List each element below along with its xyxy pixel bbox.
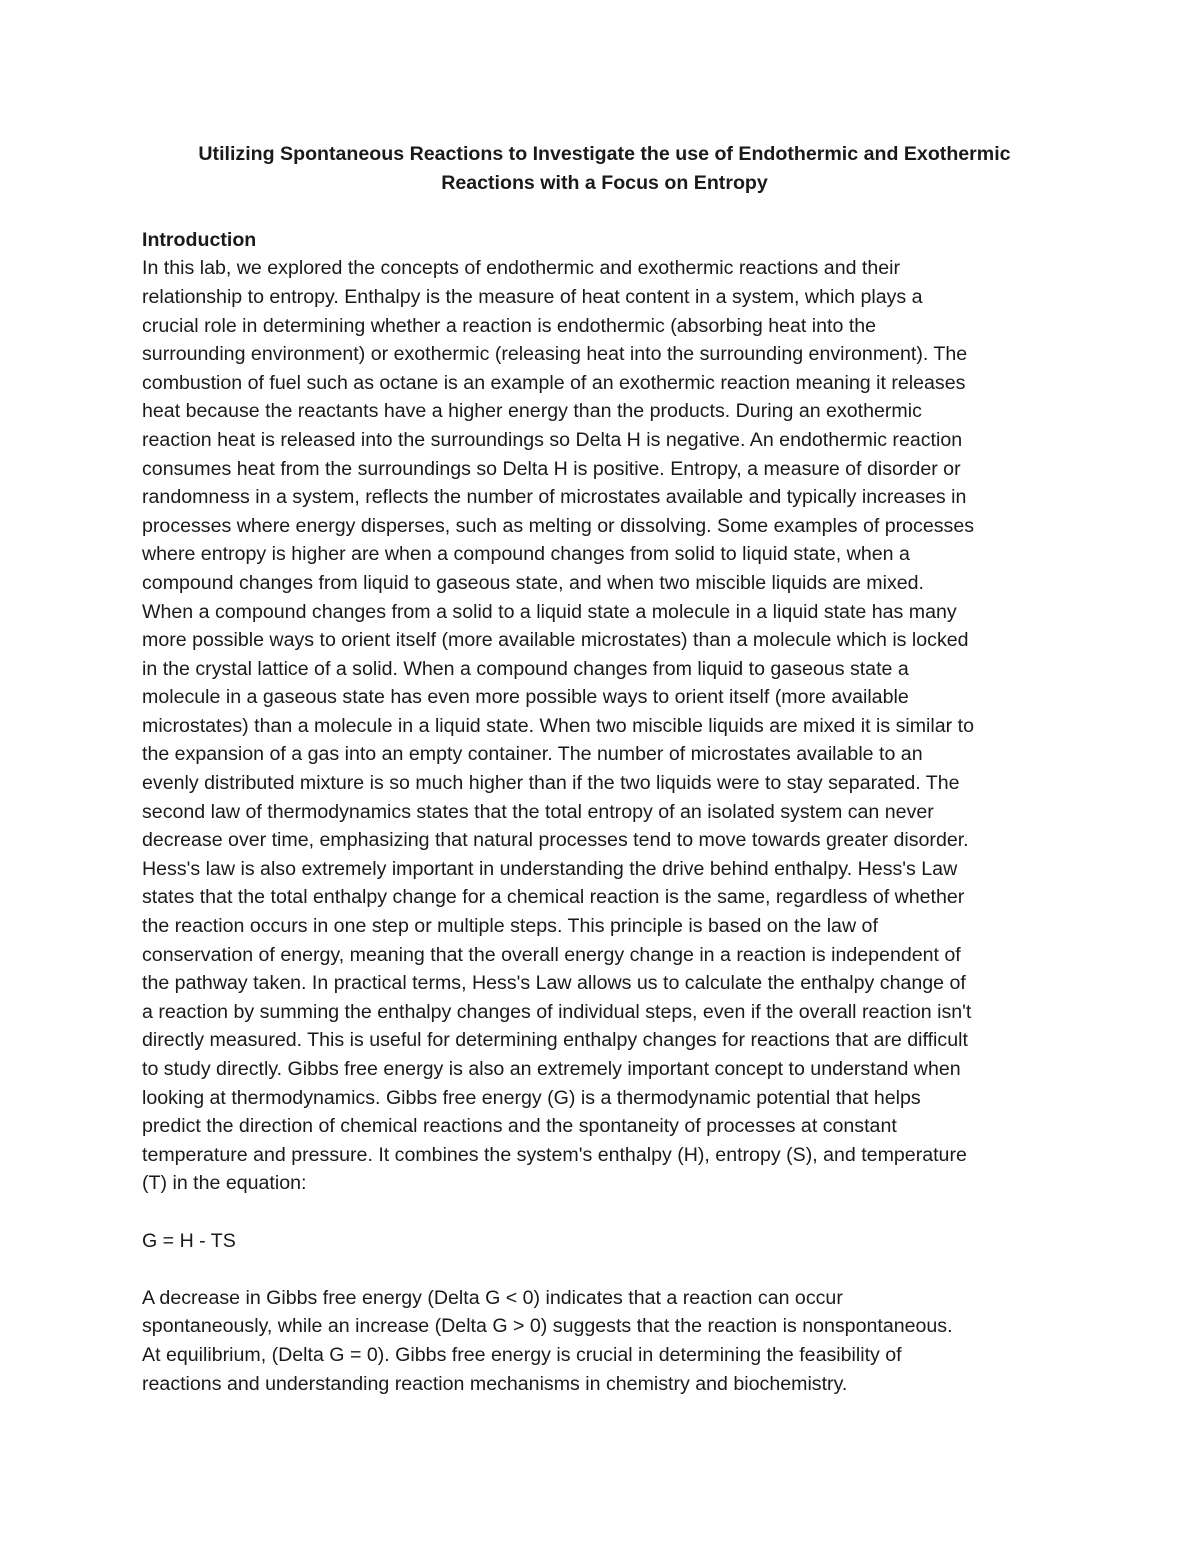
text-line: reactions and understanding reaction mechanisms in chemistry and biochemistry. — [142, 1372, 848, 1395]
text-line: the pathway taken. In practical terms, Hess's Law allows us to calculate the enthalpy change of — [142, 972, 966, 995]
text-line: When a compound changes from a solid to a liquid state a molecule in a liquid state has many — [142, 600, 957, 623]
text-line: processes where energy disperses, such as melting or dissolving. Some examples of processes — [142, 514, 975, 537]
text-line: states that the total enthalpy change for a chemical reaction is the same, regardless of whether — [142, 886, 965, 909]
document-title-line-2: Reactions with a Focus on Entropy — [441, 171, 768, 194]
text-line: Hess's law is also extremely important in understanding the drive behind enthalpy. Hess's Law — [142, 857, 958, 880]
text-line: spontaneously, while an increase (Delta G > 0) suggests that the reaction is nonspontaneous. — [142, 1315, 953, 1338]
text-line: temperature and pressure. It combines the system's enthalpy (H), entropy (S), and temperature — [142, 1143, 967, 1166]
text-line: the expansion of a gas into an empty container. The number of microstates available to an — [142, 743, 923, 766]
text-line: relationship to entropy. Enthalpy is the measure of heat content in a system, which plays a — [142, 285, 923, 308]
equation-spacer-top — [142, 1198, 1067, 1227]
equation-spacer-bottom — [142, 1255, 1067, 1284]
text-line: second law of thermodynamics states that the total entropy of an isolated system can never — [142, 800, 934, 823]
text-line: looking at thermodynamics. Gibbs free energy (G) is a thermodynamic potential that helps — [142, 1086, 921, 1109]
document-title — [142, 140, 1067, 197]
section-heading-introduction: Introduction — [142, 228, 257, 251]
text-line: where entropy is higher are when a compound changes from solid to liquid state, when a — [142, 543, 910, 566]
text-line: a reaction by summing the enthalpy changes of individual steps, even if the overall reaction isn't — [142, 1000, 972, 1023]
text-line: to study directly. Gibbs free energy is also an extremely important concept to understand when — [142, 1058, 961, 1080]
text-line: heat because the reactants have a higher energy than the products. During an exothermic — [142, 400, 922, 423]
text-line: molecule in a gaseous state has even more possible ways to orient itself (more available — [142, 686, 909, 709]
text-line: microstates) than a molecule in a liquid state. When two miscible liquids are mixed it is similar to — [142, 714, 974, 737]
intro-paragraph — [142, 254, 1067, 1198]
text-line: In this lab, we explored the concepts of endothermic and exothermic reactions and their — [142, 257, 901, 280]
text-line: conservation of energy, meaning that the overall energy change in a reaction is independent of — [142, 943, 961, 966]
document-content — [142, 140, 1067, 1398]
text-line: directly measured. This is useful for determining enthalpy changes for reactions that are difficult — [142, 1029, 968, 1052]
text-line: evenly distributed mixture is so much higher than if the two liquids were to stay separated. The — [142, 772, 960, 795]
text-line: compound changes from liquid to gaseous state, and when two miscible liquids are mixed. — [142, 571, 924, 594]
text-line: more possible ways to orient itself (more available microstates) than a molecule which is locked — [142, 629, 969, 652]
closing-paragraph — [142, 1284, 1067, 1398]
text-line: reaction heat is released into the surroundings so Delta H is negative. An endothermic reaction — [142, 428, 963, 451]
text-line: decrease over time, emphasizing that natural processes tend to move towards greater disorder. — [142, 829, 969, 852]
text-line: consumes heat from the surroundings so Delta H is positive. Entropy, a measure of disorder or — [142, 457, 961, 480]
text-line: A decrease in Gibbs free energy (Delta G < 0) indicates that a reaction can occur — [142, 1286, 843, 1309]
document-title-line-1: Utilizing Spontaneous Reactions to Investigate the use of Endothermic and Exothermic — [198, 143, 1011, 165]
text-line: At equilibrium, (Delta G = 0). Gibbs free energy is crucial in determining the feasibility of — [142, 1343, 902, 1366]
text-line: in the crystal lattice of a solid. When a compound changes from liquid to gaseous state a — [142, 657, 909, 680]
text-line: predict the direction of chemical reactions and the spontaneity of processes at constant — [142, 1115, 897, 1138]
text-line: randomness in a system, reflects the number of microstates available and typically increases in — [142, 486, 967, 509]
text-line: (T) in the equation: — [142, 1172, 307, 1195]
text-line: the reaction occurs in one step or multiple steps. This principle is based on the law of — [142, 915, 878, 938]
title-spacer — [142, 197, 1067, 226]
text-line: surrounding environment) or exothermic (releasing heat into the surrounding environment). The — [142, 343, 968, 366]
text-line: crucial role in determining whether a reaction is endothermic (absorbing heat into the — [142, 314, 877, 337]
text-line: combustion of fuel such as octane is an example of an exothermic reaction meaning it releases — [142, 371, 966, 394]
gibbs-equation: G = H - TS — [142, 1229, 236, 1252]
